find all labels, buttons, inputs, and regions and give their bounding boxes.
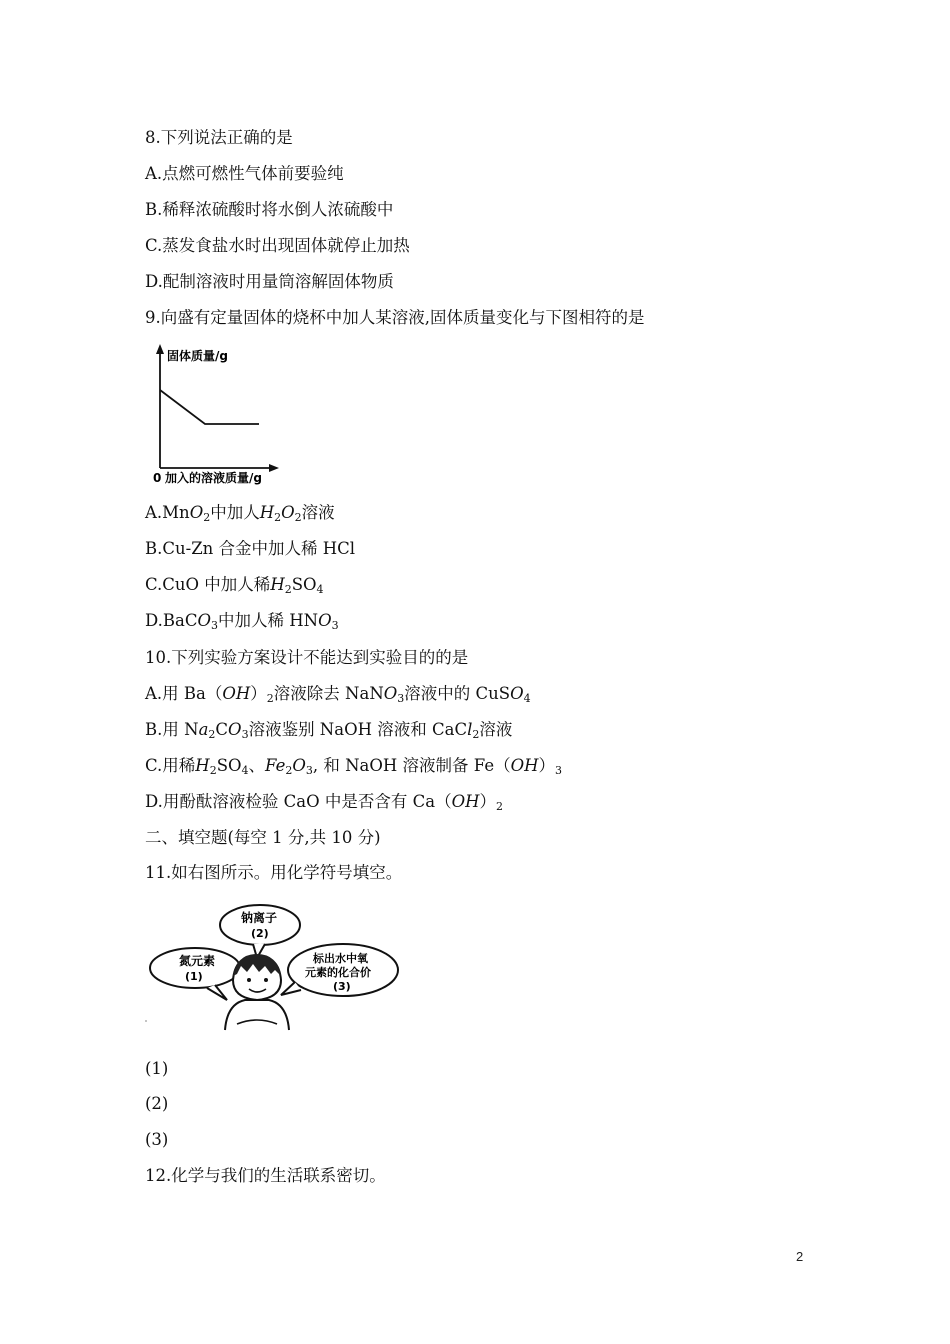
origin-label: 0 [153,471,162,485]
subscript: 3 [555,764,563,777]
text: A.用 Ba（ [145,684,223,703]
formula-o: O [383,684,398,703]
subscript: 2 [284,583,292,596]
text: D.BaC [145,611,198,630]
subscript: 3 [305,764,313,777]
text: , 和 NaOH 溶液制备 Fe（ [312,756,511,775]
formula-o: O [292,756,306,775]
q9-option-c [145,574,324,596]
x-axis-arrow [269,464,279,472]
x-axis-label: 加入的溶液质量/g [165,471,262,485]
bubble-right-line1: 标出水中氧 [313,952,368,965]
formula-o: O [197,611,212,630]
subscript: 4 [523,692,531,705]
q8-option-c: C.蒸发食盐水时出现固体就停止加热 [145,236,410,255]
page-number: 2 [796,1249,804,1264]
y-axis-label: 固体质量/g [167,349,228,363]
q11-stem: 11.如右图所示。用化学符号填空。 [145,863,403,882]
formula-l: l [467,720,473,739]
text: 中加人稀 HN [218,611,319,630]
bubble-right-line2: 元素的化合价 [305,966,371,979]
q8-option-a: A.点燃可燃性气体前要验纯 [145,164,344,183]
subscript: 2 [274,511,282,524]
bubble-right-num: (3) [333,980,351,993]
q11-blank-2: (2) [145,1094,169,1113]
q12-stem: 12.化学与我们的生活联系密切。 [145,1166,386,1185]
text: 溶液中的 CuS [404,684,511,703]
text: 溶液 [301,503,335,522]
formula-oh: OH [451,792,480,811]
formula-o: O [318,611,332,630]
subscript: 2 [496,800,503,813]
formula-oh: OH [510,756,539,775]
q9-option-d [145,610,339,632]
text: ） [538,756,556,775]
subscript: 2 [472,728,480,741]
subscript: 3 [397,692,405,705]
text: ） [479,792,496,811]
text: 、 [248,756,266,775]
subscript: 2 [285,764,293,777]
q9-option-a [145,502,335,524]
formula-h: H [259,503,275,522]
q8-option-b: B.稀释浓硫酸时将水倒人浓硫酸中 [145,200,394,219]
formula-oh: OH [222,684,251,703]
subscript: 2 [209,764,217,777]
subscript: 2 [266,692,274,705]
section-heading: 二、填空题(每空 1 分,共 10 分) [145,828,381,847]
text: C.用稀 [145,756,196,775]
q10-option-b [145,719,512,741]
bubble-left-num: (1) [185,970,203,983]
formula-o: O [228,720,242,739]
subscript: 3 [211,619,219,632]
text: 溶液鉴别 NaOH 溶液和 CaC [248,720,468,739]
subscript: 2 [208,728,216,741]
text: C [215,720,229,739]
q11-blank-1: (1) [145,1059,169,1078]
text: C.CuO 中加人稀 [145,575,271,594]
mass-change-graph [145,340,295,490]
bubble-top-text: 钠离子 [241,911,278,925]
bubble-top-num: (2) [251,927,269,940]
subscript: 3 [241,728,249,741]
text: SO [291,575,317,594]
q8-stem: 8.下列说法正确的是 [145,128,293,147]
formula-a: a [198,720,209,739]
formula-o: O [281,503,295,522]
subscript: 2 [294,511,302,524]
q9-stem: 9.向盛有定量固体的烧杯中加人某溶液,固体质量变化与下图相符的是 [145,308,645,327]
subscript: 3 [331,619,339,632]
bubble-left-text: 氮元素 [179,954,216,968]
y-axis-arrow [156,344,164,354]
cartoon-svg [145,900,405,1035]
formula-o: O [189,503,204,522]
formula-o: O [510,684,524,703]
text: 溶液 [479,720,513,739]
text: D.用酚酞溶液检验 CaO 中是否含有 Ca（ [145,792,452,811]
q10-stem: 10.下列实验方案设计不能达到实验目的的是 [145,648,469,667]
subscript: 2 [203,511,211,524]
text: 溶液除去 NaN [273,684,384,703]
text: 中加人 [210,503,260,522]
text: SO [216,756,242,775]
formula-fe: Fe [265,756,286,775]
text: ） [250,684,267,703]
q11-blank-3: (3) [145,1130,169,1149]
text: A.Mn [145,503,190,522]
q9-option-b: B.Cu-Zn 合金中加人稀 HCl [145,539,356,558]
q10-option-c [145,755,562,777]
mass-curve [160,390,259,424]
child-speech-bubbles-illustration [145,900,405,1035]
subscript: 4 [316,583,324,596]
graph-svg [145,340,295,490]
formula-h: H [270,575,285,594]
text: B.用 N [145,720,199,739]
bubble-left-tail [207,985,227,1000]
subscript: 4 [241,764,249,777]
formula-h: H [195,756,210,775]
q10-option-a [145,683,531,705]
q8-option-d: D.配制溶液时用量筒溶解固体物质 [145,272,394,291]
q10-option-d [145,791,503,813]
